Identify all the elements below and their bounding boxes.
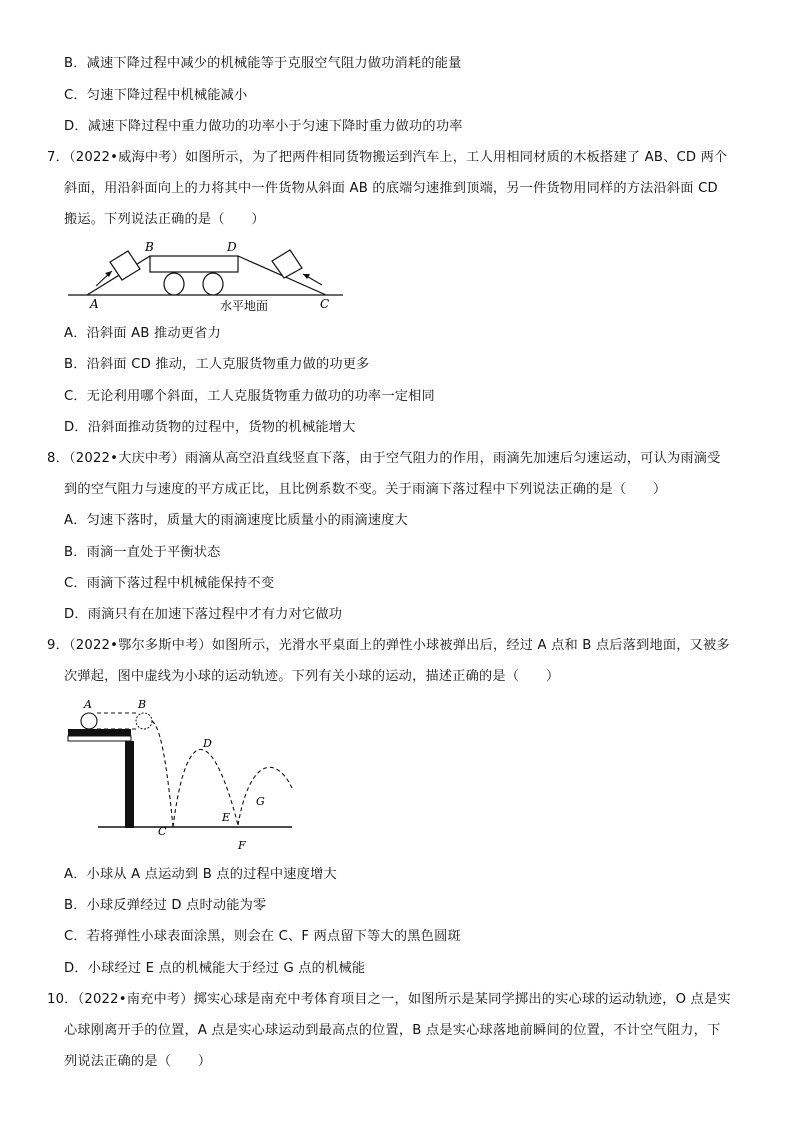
q9-label-d: D bbox=[203, 737, 212, 750]
q8-option-c: C．雨滴下落过程中机械能保持不变 bbox=[64, 576, 275, 591]
q9-ball-b bbox=[136, 713, 152, 729]
q6-option-b: B．减速下降过程中减少的机械能等于克服空气阻力做功消耗的能量 bbox=[64, 56, 462, 71]
q7-stem-line-2: 斜面，用沿斜面向上的力将其中一件货物从斜面 AB 的底端匀速推到顶端，另一件货物用同样的方法沿斜面 CD bbox=[64, 181, 718, 196]
q7-push-arrow-left bbox=[96, 271, 112, 286]
q9-label-b: B bbox=[138, 698, 147, 711]
q7-option-b: B．沿斜面 CD 推动，工人克服货物重力做的功更多 bbox=[64, 357, 370, 372]
q8-option-a: A．匀速下落时，质量大的雨滴速度比质量小的雨滴速度大 bbox=[64, 513, 408, 528]
q9-label-c: C bbox=[158, 825, 167, 838]
q7-label-d: D bbox=[227, 240, 237, 254]
q9-option-c: C．若将弹性小球表面涂黑，则会在 C、F 两点留下等大的黑色圆斑 bbox=[64, 929, 461, 944]
q7-option-a: A．沿斜面 AB 推动更省力 bbox=[64, 326, 221, 341]
q7-incline-figure bbox=[60, 240, 360, 315]
q9-table-leg bbox=[125, 741, 134, 828]
q8-stem-line-1: 8．（2022•大庆中考）雨滴从高空沿直线竖直下落，由于空气阻力的作用，雨滴先加速后匀速运动，可认为雨滴受 bbox=[47, 451, 721, 466]
q9-label-a: A bbox=[84, 698, 92, 711]
q9-stem-line-1: 9．（2022•鄂尔多斯中考）如图所示，光滑水平桌面上的弹性小球被弹出后，经过 A 点和 B 点后落到地面，又被多 bbox=[47, 638, 730, 653]
q9-label-g: G bbox=[256, 795, 265, 808]
q7-stem-line-1: 7．（2022•威海中考）如图所示，为了把两件相同货物搬运到汽车上，工人用相同材质的木板搭建了 AB、CD 两个 bbox=[47, 150, 728, 165]
q9-label-f: F bbox=[238, 839, 246, 852]
q8-option-b: B．雨滴一直处于平衡状态 bbox=[64, 545, 221, 560]
q7-option-d: D．沿斜面推动货物的过程中，货物的机械能增大 bbox=[64, 420, 356, 435]
q7-label-b: B bbox=[145, 240, 154, 254]
q10-stem-line-2: 心球刚离开手的位置，A 点是实心球运动到最高点的位置，B 点是实心球落地前瞬间的位置，不计空气阻力，下 bbox=[64, 1023, 721, 1038]
q7-ground-label: 水平地面 bbox=[220, 299, 269, 313]
q9-option-b: B．小球反弹经过 D 点时动能为零 bbox=[64, 898, 267, 913]
q9-option-a: A．小球从 A 点运动到 B 点的过程中速度增大 bbox=[64, 867, 337, 882]
q9-option-d: D．小球经过 E 点的机械能大于经过 G 点的机械能 bbox=[64, 961, 366, 976]
q9-bounce-figure bbox=[62, 696, 302, 856]
q10-stem-line-3: 列说法正确的是（ ） bbox=[64, 1054, 212, 1069]
q10-stem-line-1: 10．（2022•南充中考）掷实心球是南充中考体育项目之一，如图所示是某同学掷出的实心球的运动轨迹，O 点是实 bbox=[47, 992, 731, 1007]
q9-ball-a bbox=[81, 713, 97, 729]
q7-stem-line-3: 搬运。下列说法正确的是（ ） bbox=[64, 212, 265, 227]
q7-label-a: A bbox=[90, 297, 99, 311]
q7-push-arrow-right bbox=[303, 274, 322, 285]
q8-stem-line-2: 到的空气阻力与速度的平方成正比，且比例系数不变。关于雨滴下落过程中下列说法正确的是（ ） bbox=[64, 482, 667, 497]
q7-option-c: C．无论利用哪个斜面，工人克服货物重力做功的功率一定相同 bbox=[64, 389, 435, 404]
q7-label-c: C bbox=[320, 297, 330, 311]
q8-option-d: D．雨滴只有在加速下落过程中才有力对它做功 bbox=[64, 607, 343, 622]
q6-option-c: C．匀速下降过程中机械能减小 bbox=[64, 88, 248, 103]
q9-label-e: E bbox=[222, 811, 231, 824]
q9-stem-line-2: 次弹起，图中虚线为小球的运动轨迹。下列有关小球的运动，描述正确的是（ ） bbox=[64, 669, 560, 684]
q9-table-top bbox=[68, 729, 131, 736]
q6-option-d: D．减速下降过程中重力做功的功率小于匀速下降时重力做功的功率 bbox=[64, 119, 463, 134]
